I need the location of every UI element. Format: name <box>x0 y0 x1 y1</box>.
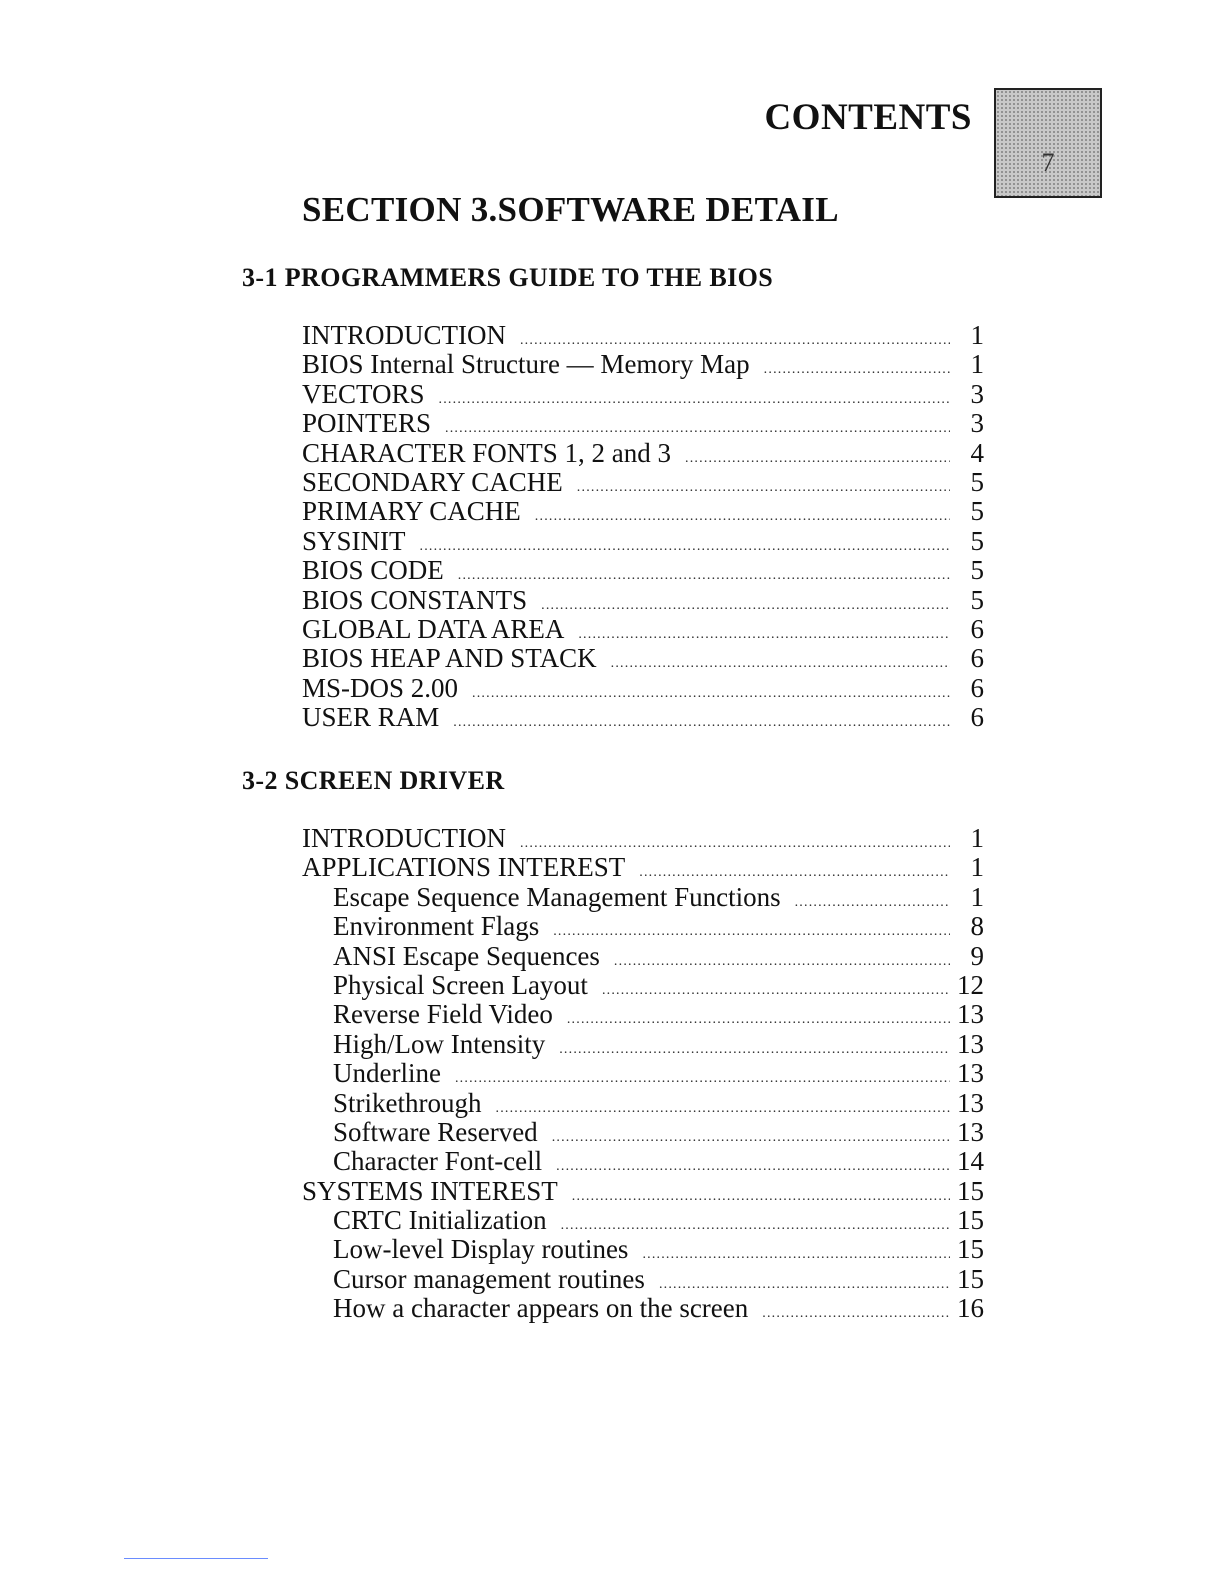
toc-entry <box>302 556 984 585</box>
toc-entry <box>302 1089 984 1118</box>
toc-entry-label: Low-level Display routines <box>333 1234 629 1265</box>
toc-entry-page: 13 <box>957 1116 984 1147</box>
toc-entry-label: Escape Sequence Management Functions <box>333 881 781 912</box>
contents-title: CONTENTS <box>764 97 972 138</box>
toc-entry-page: 3 <box>970 378 984 409</box>
toc-entry-page: 1 <box>970 823 984 853</box>
toc-dot-leader <box>552 1123 950 1152</box>
toc-dot-leader <box>614 947 950 976</box>
toc-entry-page: 6 <box>970 613 984 644</box>
toc-entry <box>302 912 984 941</box>
toc-entry-label: BIOS Internal Structure — Memory Map <box>302 349 750 380</box>
toc-entry-label: Physical Screen Layout <box>333 969 588 1000</box>
toc-dot-leader <box>496 1094 951 1123</box>
toc-dot-leader <box>762 1299 950 1328</box>
toc-dot-leader <box>559 1035 950 1064</box>
toc-entry <box>302 321 984 350</box>
toc-entry <box>302 1177 984 1206</box>
toc-entry-page: 5 <box>970 555 984 586</box>
toc-entry-label: SECONDARY CACHE <box>302 466 563 497</box>
toc-entry-page: 8 <box>970 911 984 942</box>
toc-entry <box>302 527 984 556</box>
toc-dot-leader <box>541 591 950 620</box>
toc-dot-leader <box>577 473 950 502</box>
toc-entry-label: INTRODUCTION <box>302 823 506 853</box>
toc-entry-page: 13 <box>957 1058 984 1089</box>
toc-entry-page: 6 <box>970 643 984 674</box>
chapter-heading-3-2: 3-2 SCREEN DRIVER <box>242 766 505 795</box>
toc-entry-label: High/Low Intensity <box>333 1028 546 1059</box>
toc-dot-leader <box>602 976 950 1005</box>
toc-entry-page: 15 <box>957 1234 984 1265</box>
toc-entry-label: BIOS CODE <box>302 555 444 586</box>
toc-entry <box>302 1265 984 1294</box>
toc-entry-page: 6 <box>970 702 984 733</box>
toc-entry <box>302 1294 984 1323</box>
toc-dot-leader <box>420 532 950 561</box>
toc-entry-page: 1 <box>970 320 984 350</box>
toc-dot-leader <box>556 1152 950 1181</box>
toc-entry <box>302 674 984 703</box>
toc-entry <box>302 1030 984 1059</box>
toc-entry-label: BIOS CONSTANTS <box>302 584 528 615</box>
chapter-heading-3-1: 3-1 PROGRAMMERS GUIDE TO THE BIOS <box>242 263 774 292</box>
toc-entry <box>302 853 984 882</box>
toc-entry-page: 9 <box>970 940 984 971</box>
toc-entry <box>302 824 984 853</box>
toc-entry <box>302 1235 984 1264</box>
toc-entry-page: 15 <box>957 1263 984 1294</box>
toc-entry-label: Cursor management routines <box>333 1263 645 1294</box>
toc-entry-label: SYSINIT <box>302 525 406 556</box>
toc-entry-page: 5 <box>970 525 984 556</box>
toc-entry-label: Strikethrough <box>333 1087 482 1118</box>
toc-entry-page: 13 <box>957 1028 984 1059</box>
toc-entry <box>302 883 984 912</box>
footer-rule <box>124 1558 268 1559</box>
toc-dot-leader <box>611 649 950 678</box>
toc-entry-page: 5 <box>970 584 984 615</box>
toc-entry-page: 1 <box>970 881 984 912</box>
toc-dot-leader <box>685 444 950 473</box>
toc-dot-leader <box>439 385 950 414</box>
toc-entry <box>302 615 984 644</box>
toc-entry <box>302 942 984 971</box>
toc-entry-page: 6 <box>970 672 984 703</box>
section-title: SECTION 3.SOFTWARE DETAIL <box>302 190 839 229</box>
toc-entry-label: GLOBAL DATA AREA <box>302 613 565 644</box>
toc-entry-label: Reverse Field Video <box>333 999 553 1030</box>
toc-entry-label: INTRODUCTION <box>302 320 506 350</box>
toc-entry-label: How a character appears on the screen <box>333 1293 749 1324</box>
toc-entry <box>302 1147 984 1176</box>
toc-entry-label: CRTC Initialization <box>333 1205 547 1236</box>
toc-dot-leader <box>572 1182 950 1211</box>
toc-entry <box>302 409 984 438</box>
toc-entry-label: PRIMARY CACHE <box>302 496 521 527</box>
toc-entry <box>302 644 984 673</box>
section-tab-marker <box>994 88 1102 198</box>
toc-entry <box>302 971 984 1000</box>
toc-entry-page: 1 <box>970 852 984 883</box>
toc-entry-label: Environment Flags <box>333 911 540 942</box>
toc-entry <box>302 1206 984 1235</box>
toc-entry <box>302 1000 984 1029</box>
toc-entry-label: Software Reserved <box>333 1116 538 1147</box>
toc-dot-leader <box>642 1240 950 1269</box>
toc-entry <box>302 350 984 379</box>
toc-entry-page: 13 <box>957 999 984 1030</box>
toc-entry <box>302 1059 984 1088</box>
toc-list-3-1 <box>302 321 984 732</box>
toc-entry-label: Character Font-cell <box>333 1146 543 1177</box>
toc-dot-leader <box>578 620 950 649</box>
toc-dot-leader <box>764 355 950 384</box>
toc-entry-page: 5 <box>970 466 984 497</box>
toc-entry-page: 4 <box>970 437 984 468</box>
toc-entry-page: 13 <box>957 1087 984 1118</box>
toc-entry <box>302 439 984 468</box>
toc-entry <box>302 468 984 497</box>
toc-entry <box>302 380 984 409</box>
toc-entry-label: USER RAM <box>302 702 440 733</box>
toc-dot-leader <box>535 502 950 531</box>
toc-dot-leader <box>567 1005 950 1034</box>
toc-entry-label: SYSTEMS INTEREST <box>302 1175 558 1206</box>
toc-entry-label: POINTERS <box>302 408 432 439</box>
toc-entry-page: 16 <box>957 1293 984 1324</box>
toc-entry-page: 14 <box>957 1146 984 1177</box>
toc-entry <box>302 586 984 615</box>
toc-entry-label: ANSI Escape Sequences <box>333 940 600 971</box>
toc-dot-leader <box>795 888 950 917</box>
toc-entry <box>302 497 984 526</box>
toc-dot-leader <box>472 679 950 708</box>
toc-entry <box>302 1118 984 1147</box>
section-tab-number: 7 <box>1041 148 1055 177</box>
toc-entry-label: APPLICATIONS INTEREST <box>302 852 626 883</box>
toc-entry-page: 15 <box>957 1175 984 1206</box>
toc-entry-label: CHARACTER FONTS 1, 2 and 3 <box>302 437 672 468</box>
toc-entry <box>302 703 984 732</box>
toc-entry-page: 15 <box>957 1205 984 1236</box>
toc-dot-leader <box>455 1064 950 1093</box>
toc-dot-leader <box>453 708 950 737</box>
toc-entry-label: Underline <box>333 1058 441 1089</box>
toc-entry-page: 3 <box>970 408 984 439</box>
toc-entry-page: 5 <box>970 496 984 527</box>
toc-entry-label: VECTORS <box>302 378 425 409</box>
toc-entry-label: MS-DOS 2.00 <box>302 672 459 703</box>
toc-list-3-2 <box>302 824 984 1324</box>
toc-entry-page: 1 <box>970 349 984 380</box>
toc-entry-page: 12 <box>957 969 984 1000</box>
toc-entry-label: BIOS HEAP AND STACK <box>302 643 597 674</box>
